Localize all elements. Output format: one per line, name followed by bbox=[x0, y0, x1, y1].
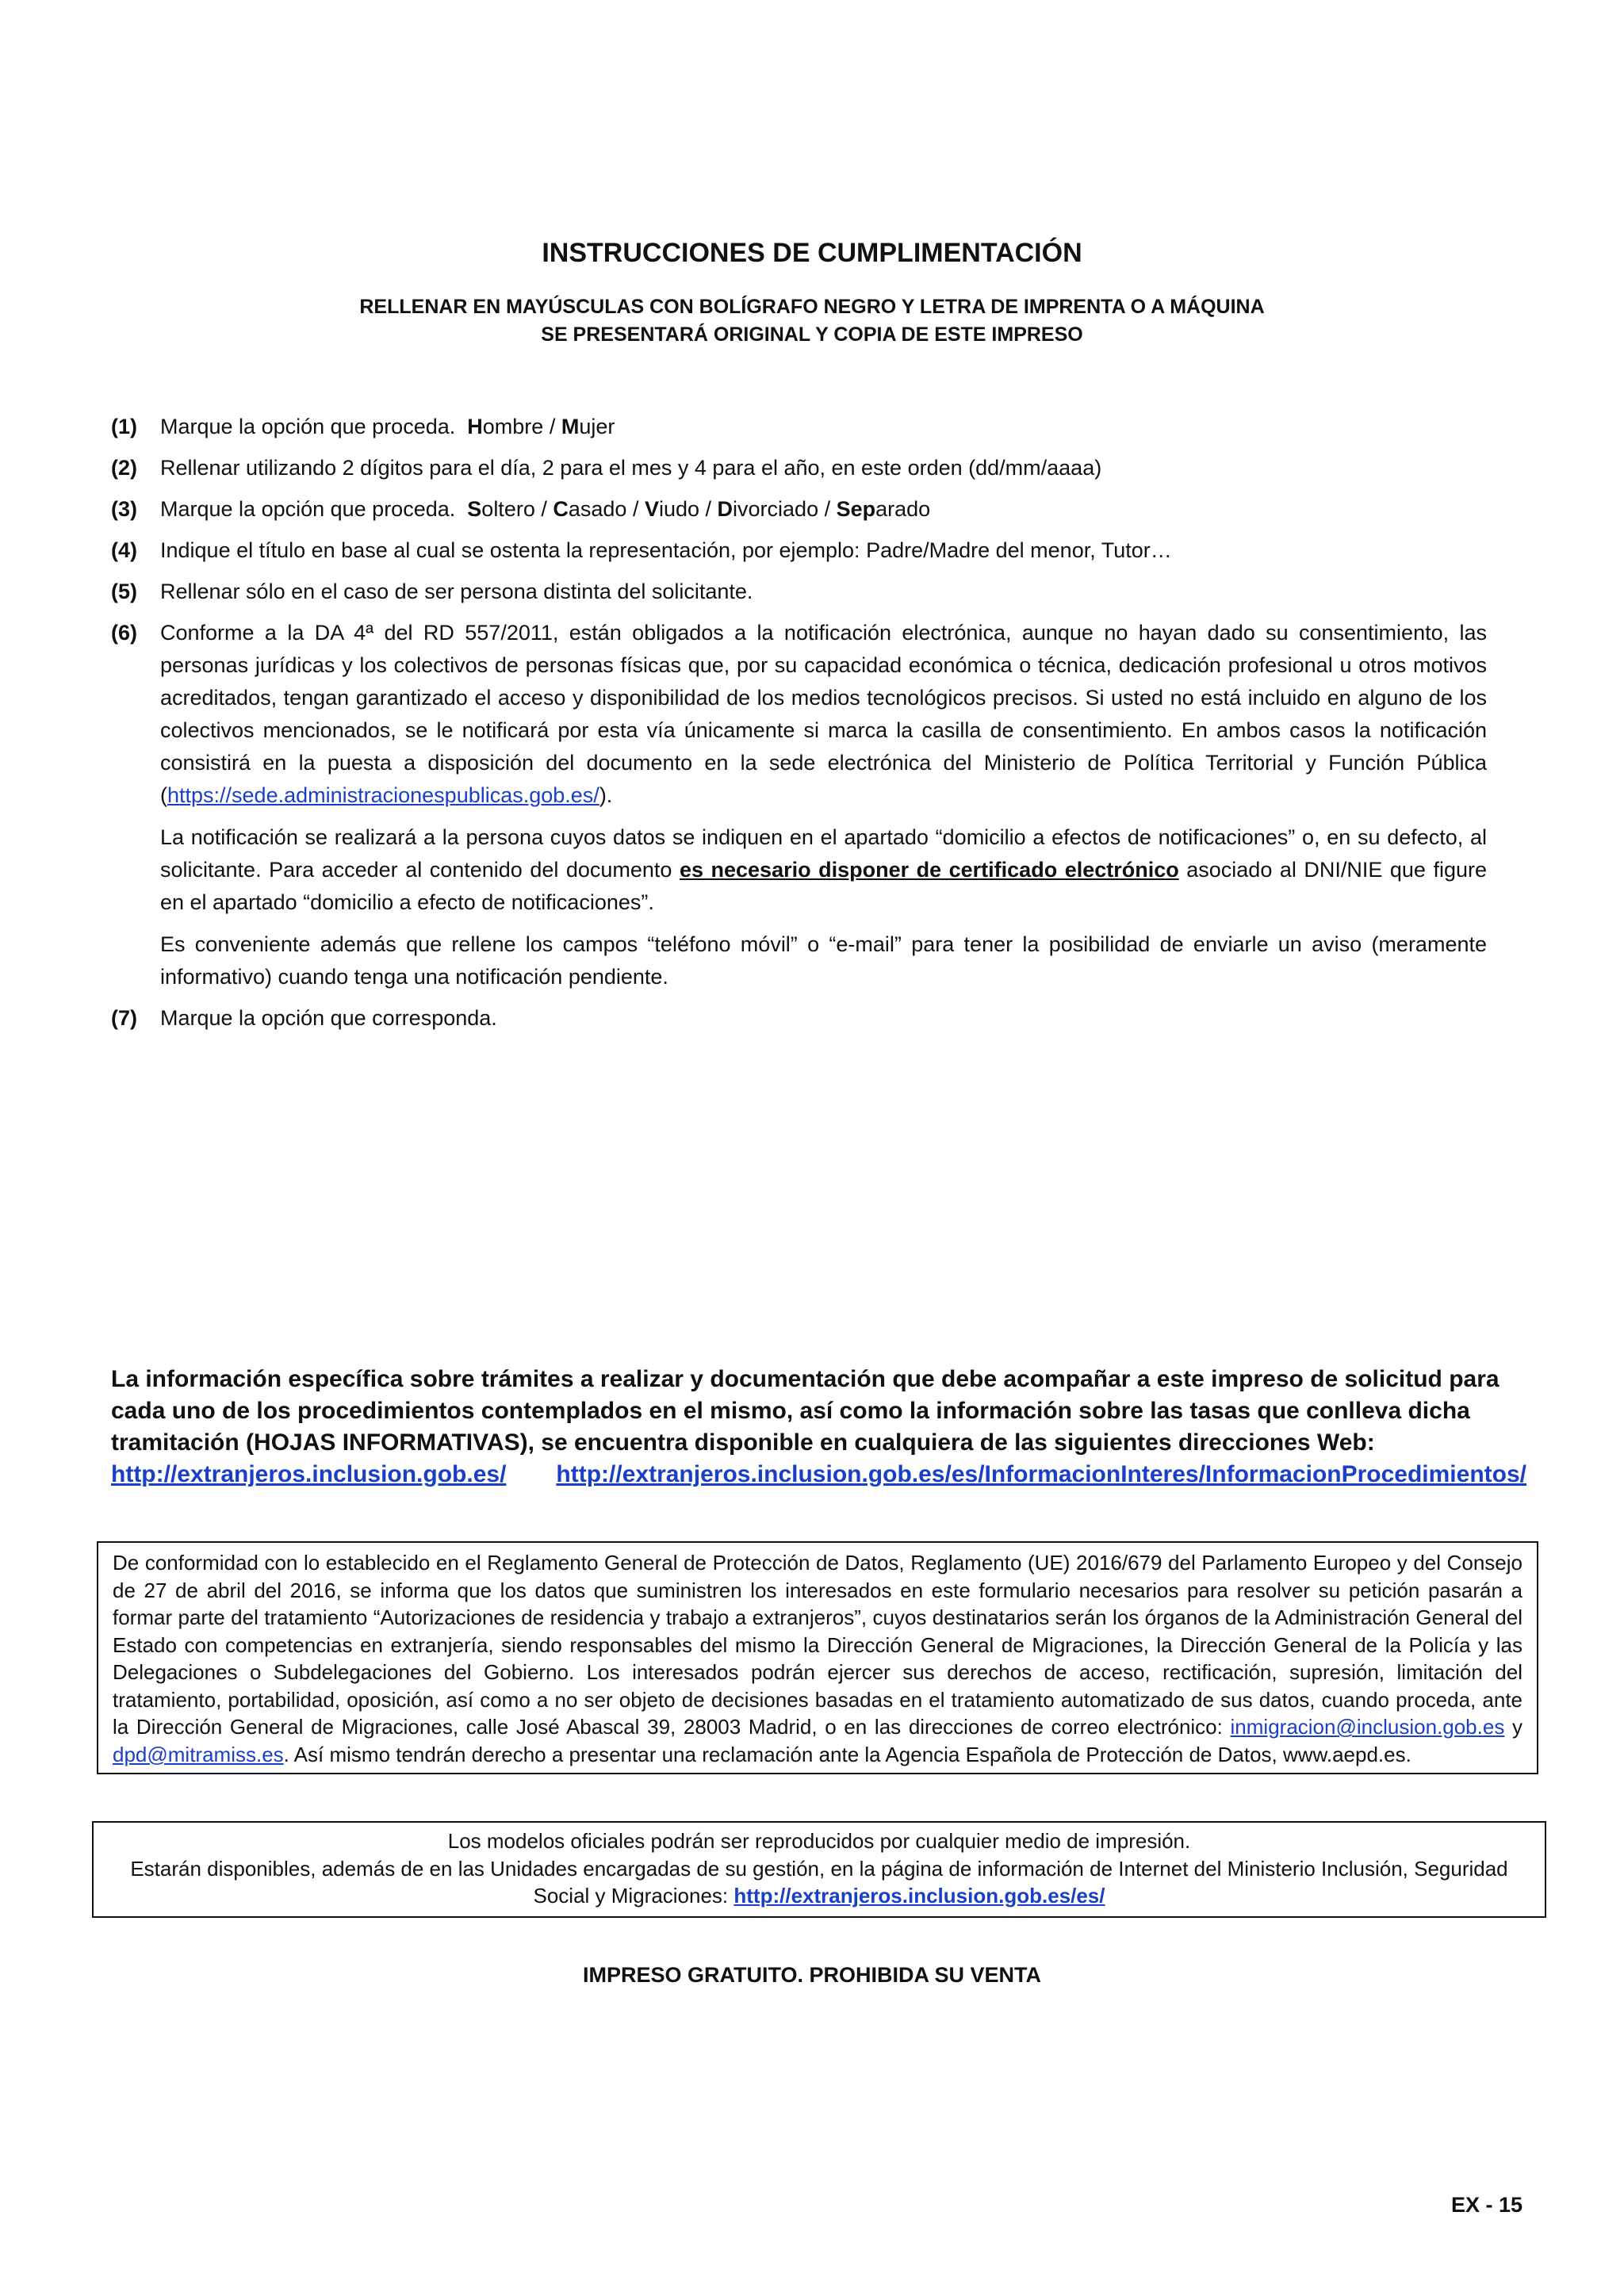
official-models-box bbox=[92, 1821, 1546, 1918]
instruction-item-3 bbox=[111, 493, 1487, 526]
instruction-number: (7) bbox=[111, 1006, 137, 1030]
instruction-item-5 bbox=[111, 576, 1487, 608]
inmigracion-email-link[interactable]: inmigracion@inclusion.gob.es bbox=[1230, 1715, 1505, 1739]
instruction-number: (5) bbox=[111, 580, 137, 603]
free-notice: IMPRESO GRATUITO. PROHIBIDA SU VENTA bbox=[582, 1963, 1042, 1987]
instruction-text: Rellenar utilizando 2 dígitos para el día, 2 para el mes y 4 para el año, en este orden (dd/mm/aaaa) bbox=[160, 456, 1102, 480]
instruction-number: (2) bbox=[111, 456, 137, 480]
instruction-paragraph-3: Es conveniente además que rellene los campos “teléfono móvil” o “e-mail” para tener la posibilidad de enviarle un aviso (meramente informativo) cuando tenga una notificación pendiente. bbox=[160, 932, 1487, 989]
instruction-text: Rellenar sólo en el caso de ser persona distinta del solicitante. bbox=[160, 580, 753, 603]
instruction-text: Marque la opción que corresponda. bbox=[160, 1006, 497, 1030]
models-link[interactable]: http://extranjeros.inclusion.gob.es/es/ bbox=[733, 1884, 1105, 1908]
instruction-item-1 bbox=[111, 411, 1487, 443]
instruction-item-7 bbox=[111, 1002, 1487, 1035]
instruction-text: Marque la opción que proceda. Hombre / Mujer bbox=[160, 415, 615, 438]
models-line-2: Estarán disponibles, además de en las Unidades encargadas de su gestión, en la página de información de Internet del Ministerio Inclusión, Seguridad Social y Migraciones: http://extranjeros.inclusion.gob.es/es/ bbox=[130, 1856, 1508, 1908]
info-links bbox=[111, 1459, 1526, 1490]
extranjeros-home-link[interactable]: http://extranjeros.inclusion.gob.es/ bbox=[111, 1461, 507, 1487]
data-protection-box: De conformidad con lo establecido en el Reglamento General de Protección de Datos, Reglamento (UE) 2016/679 del Parlamento Europeo y del Consejo de 27 de abril del 2016, se informa que los datos que suministren los interesados en este formulario necesarios para resolver su petición pasarán a formar parte del tratamiento “Autorizaciones de residencia y trabajo a extranjeros”, cuyos destinatarios serán los órganos de la Administración General del Estado con competencias en extranjería, siendo responsables del mismo la Dirección General de Migraciones, la Dirección General de la Policía y las Delegaciones o Subdelegaciones del Gobierno. Los interesados podrán ejercer sus derechos de acceso, rectificación, supresión, limitación del tratamiento, portabilidad, oposición, así como a no ser objeto de decisiones basadas en el tratamiento automatizado de sus datos, cuando proceda, ante la Dirección General de Migraciones, calle José Abascal 39, 28003 Madrid, o en las direcciones de correo electrónico: inmigracion@inclusion.gob.es y dpd@mitramiss.es. Así mismo tendrán derecho a presentar una reclamación ante la Agencia Española de Protección de Datos, www.aepd.es. bbox=[97, 1541, 1538, 1774]
instruction-number: (4) bbox=[111, 538, 137, 562]
models-line-1: Los modelos oficiales podrán ser reproducidos por cualquier medio de impresión. bbox=[447, 1829, 1191, 1853]
instruction-paragraph-1: Conforme a la DA 4ª del RD 557/2011, están obligados a la notificación electrónica, aunque no hayan dado su consentimiento, las personas jurídicas y los colectivos de personas físicas que, por su capacidad económica o técnica, dedicación profesional u otros motivos acreditados, tengan garantizado el acceso y disponibilidad de los medios tecnológicos precisos. Si usted no está incluido en alguno de los colectivos mencionados, se le notificará por esta vía únicamente si marca la casilla de consentimiento. En ambos casos la notificación consistirá en la puesta a disposición del documento en la sede electrónica del Ministerio de Política Territorial y Función Pública (https://sede.administracionespublicas.gob.es/). bbox=[160, 621, 1487, 807]
instruction-number: (6) bbox=[111, 621, 137, 645]
subtitle-line-2: SE PRESENTARÁ ORIGINAL Y COPIA DE ESTE IMPRESO bbox=[541, 323, 1083, 346]
instruction-paragraph-2: La notificación se realizará a la persona cuyos datos se indiquen en el apartado “domicilio a efectos de notificaciones” o, en su defecto, al solicitante. Para acceder al contenido del documento es necesario disponer de certificado electrónico asociado al DNI/NIE que figure en el apartado “domicilio a efecto de notificaciones”. bbox=[160, 825, 1487, 914]
instruction-number: (3) bbox=[111, 497, 137, 521]
form-code: EX - 15 bbox=[1450, 2193, 1522, 2217]
instruction-item-6 bbox=[111, 617, 1487, 993]
instruction-number: (1) bbox=[111, 415, 137, 438]
procedimientos-link[interactable]: http://extranjeros.inclusion.gob.es/es/InformacionInteres/InformacionProcedimientos/ bbox=[556, 1461, 1526, 1487]
instruction-item-4 bbox=[111, 534, 1487, 567]
subtitle-line-1: RELLENAR EN MAYÚSCULAS CON BOLÍGRAFO NEGRO Y LETRA DE IMPRENTA O A MÁQUINA bbox=[359, 296, 1265, 318]
page-title: INSTRUCCIONES DE CUMPLIMENTACIÓN bbox=[542, 238, 1082, 268]
sede-electronica-link[interactable]: https://sede.administracionespublicas.gob.es/ bbox=[167, 783, 599, 807]
instructions-list bbox=[111, 411, 1487, 1043]
info-text: La información específica sobre trámites a realizar y documentación que debe acompañar a este impreso de solicitud para cada uno de los procedimientos contemplados en el mismo, así como la información sobre las tasas que conlleva dicha tramitación (HOJAS INFORMATIVAS), se encuentra disponible en cualquiera de las siguientes direcciones Web: bbox=[111, 1366, 1500, 1456]
dpd-email-link[interactable]: dpd@mitramiss.es bbox=[113, 1742, 284, 1766]
certificate-emphasis: es necesario disponer de certificado electrónico bbox=[679, 858, 1179, 882]
page-subtitle bbox=[0, 293, 1624, 349]
info-section bbox=[111, 1364, 1526, 1490]
instruction-text: Marque la opción que proceda. Soltero / Casado / Viudo / Divorciado / Separado bbox=[160, 497, 931, 521]
instruction-text: Indique el título en base al cual se ostenta la representación, por ejemplo: Padre/Madre del menor, Tutor… bbox=[160, 538, 1172, 562]
instruction-item-2 bbox=[111, 452, 1487, 484]
